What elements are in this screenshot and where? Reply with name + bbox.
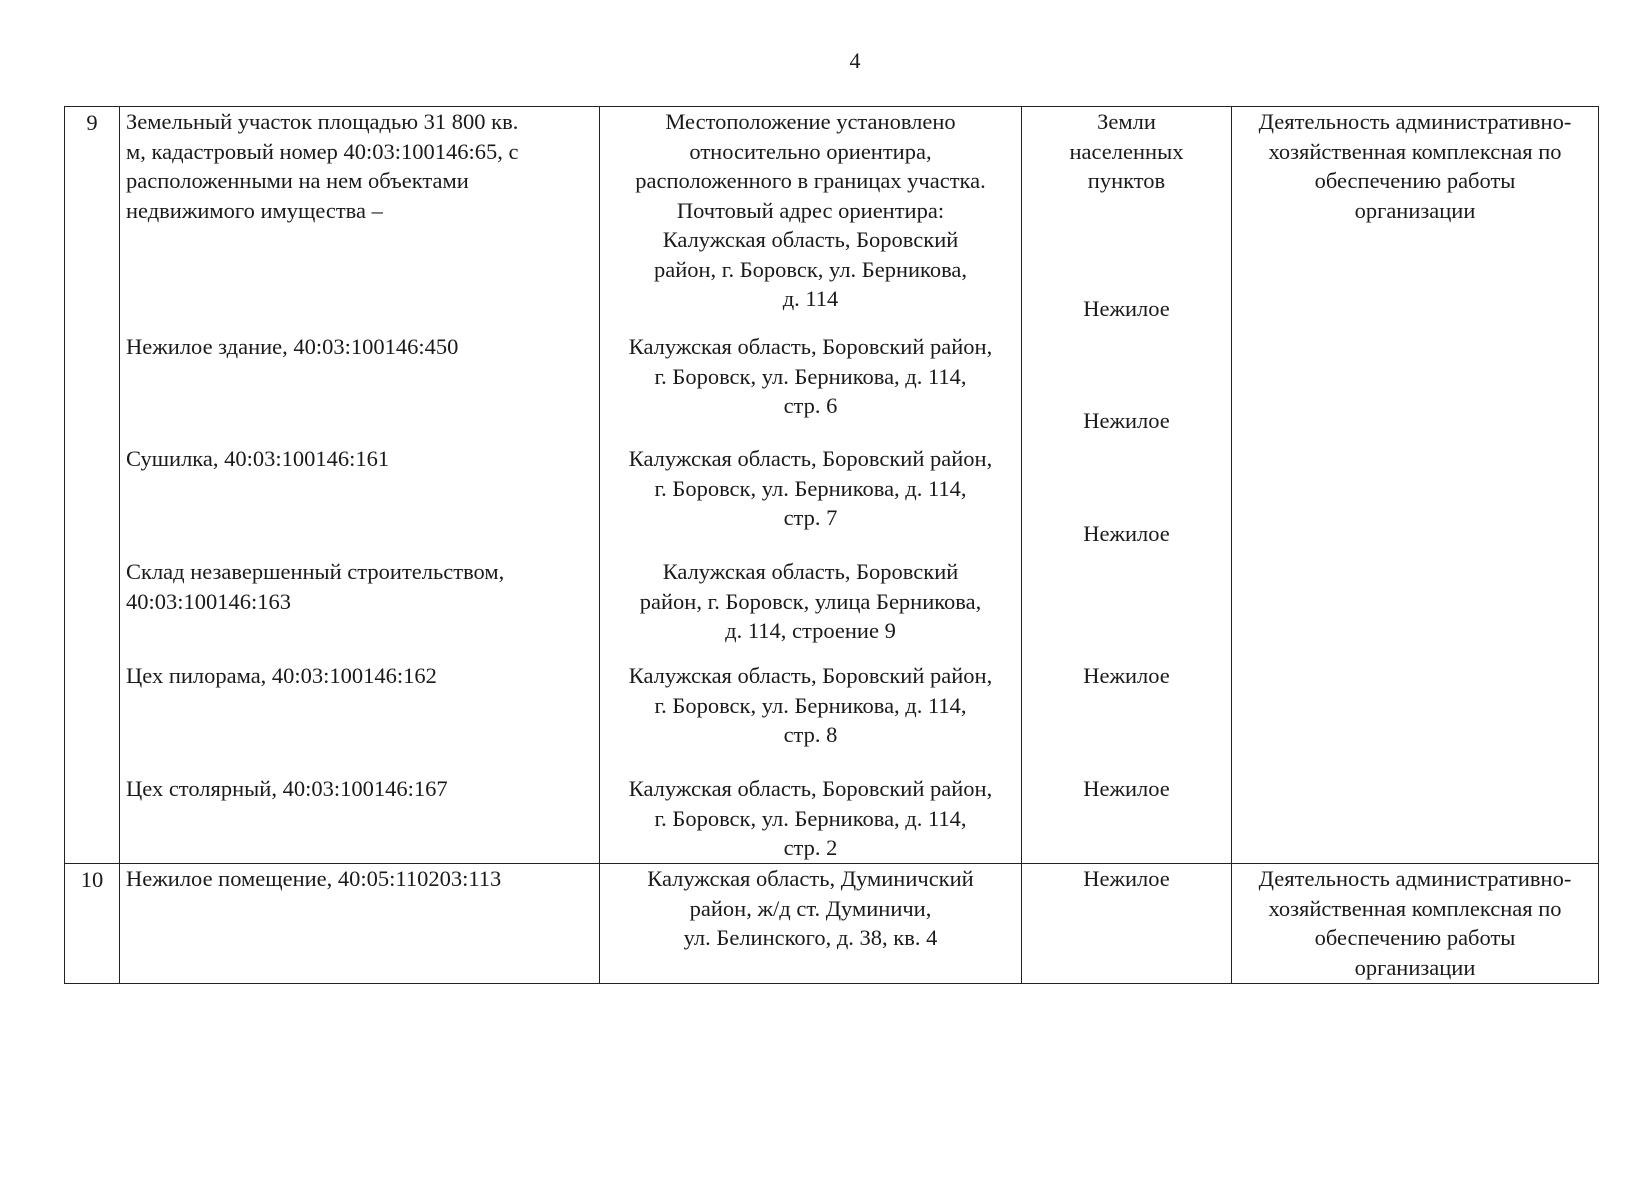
text-line: Почтовый адрес ориентира:: [676, 197, 945, 223]
text-line: обеспечению работы: [1314, 925, 1516, 950]
text-line: Калужская область, Боровский: [662, 559, 959, 584]
text-line: Калужская область, Боровский район,: [628, 446, 993, 471]
text-line: Калужская область, Боровский район,: [628, 663, 993, 688]
address-entry: [600, 332, 1021, 421]
text-line: г. Боровск, ул. Берникова, д. 114,: [654, 805, 967, 831]
object-entry: [126, 444, 389, 474]
text-line: относительно ориентира,: [689, 138, 932, 164]
row-number: 10: [65, 864, 120, 984]
category-entry: [1022, 864, 1231, 894]
table-row-10: [65, 864, 1599, 984]
text-line: г. Боровск, ул. Берникова, д. 114,: [654, 475, 967, 501]
category-entry: [1022, 661, 1231, 691]
object-entry: [126, 107, 518, 225]
property-table: [64, 106, 1599, 984]
text-line: хозяйственная комплексная по: [1268, 895, 1562, 921]
text-line: стр. 2: [783, 835, 838, 860]
category-entry: [1022, 406, 1231, 436]
text-line: Нежилое: [1083, 408, 1170, 433]
text-line: организации: [1354, 197, 1476, 223]
text-line: хозяйственная комплексная по: [1268, 138, 1562, 164]
text-line: недвижимого имущества –: [126, 197, 383, 223]
object-entry: [126, 661, 437, 691]
text-line: м, кадастровый номер 40:03:100146:65, с: [126, 138, 519, 164]
text-line: Нежилое: [1083, 866, 1170, 891]
address-entry: [600, 444, 1021, 533]
text-line: район, г. Боровск, ул. Берникова,: [653, 256, 968, 282]
object-entry: [126, 774, 448, 804]
category-entry: [1022, 519, 1231, 549]
text-line: Склад незавершенный строительством,: [126, 559, 505, 584]
text-line: район, г. Боровск, улица Берникова,: [639, 588, 982, 614]
text-line: пунктов: [1087, 168, 1166, 193]
text-line: Калужская область, Боровский район,: [628, 776, 993, 801]
text-line: Земельный участок площадью 31 800 кв.: [126, 109, 519, 134]
address-entry: [600, 661, 1021, 750]
category-entry: [1022, 294, 1231, 324]
usage-cell: [1232, 107, 1599, 864]
text-line: д. 114, строение 9: [725, 618, 896, 643]
text-line: расположенными на нем объектами: [126, 168, 469, 193]
address-entry: [600, 107, 1021, 314]
text-line: Нежилое здание, 40:03:100146:450: [126, 334, 459, 359]
text-line: Нежилое помещение, 40:05:110203:113: [126, 866, 502, 891]
property-table-body: [65, 107, 1599, 984]
text-line: д. 114: [782, 286, 839, 311]
text-line: стр. 6: [783, 393, 838, 418]
object-entry: [126, 864, 599, 894]
table-row-9: [65, 107, 1599, 864]
text-line: населенных: [1069, 138, 1184, 164]
object-cell: [120, 864, 600, 984]
object-cell: [120, 107, 600, 864]
text-line: Нежилое: [1083, 663, 1170, 688]
text-line: Цех столярный, 40:03:100146:167: [126, 776, 448, 801]
category-entry: [1022, 774, 1231, 804]
category-cell: [1022, 864, 1232, 984]
text-line: г. Боровск, ул. Берникова, д. 114,: [654, 692, 967, 718]
text-line: Цех пилорама, 40:03:100146:162: [126, 663, 437, 688]
text-line: Калужская область, Боровский район,: [628, 334, 993, 359]
text-line: Деятельность административно-: [1258, 866, 1572, 891]
text-line: Калужская область, Боровский: [662, 227, 959, 252]
text-line: Деятельность административно-: [1258, 109, 1572, 134]
address-cell: [600, 864, 1022, 984]
object-entry: [126, 557, 504, 616]
text-line: Местоположение установлено: [665, 109, 956, 134]
text-line: обеспечению работы: [1314, 168, 1516, 193]
text-line: организации: [1354, 954, 1476, 980]
text-line: стр. 7: [783, 505, 838, 530]
usage-cell: [1232, 864, 1599, 984]
category-cell: [1022, 107, 1232, 864]
address-entry: [600, 864, 1021, 953]
text-line: Нежилое: [1083, 776, 1170, 801]
text-line: расположенного в границах участка.: [635, 168, 986, 193]
text-line: ул. Белинского, д. 38, кв. 4: [683, 925, 938, 950]
page-number: 4: [849, 48, 861, 73]
text-line: Нежилое: [1083, 521, 1170, 546]
text-line: район, ж/д ст. Думиничи,: [689, 895, 932, 921]
address-entry: [600, 557, 1021, 646]
text-line: стр. 8: [783, 722, 838, 747]
address-cell: [600, 107, 1022, 864]
row-number: 9: [65, 107, 120, 864]
text-line: Калужская область, Думиничский: [647, 866, 974, 891]
text-line: Нежилое: [1083, 296, 1170, 321]
text-line: Сушилка, 40:03:100146:161: [126, 446, 390, 471]
object-entry: [126, 332, 458, 362]
text-line: г. Боровск, ул. Берникова, д. 114,: [654, 363, 967, 389]
text-line: 40:03:100146:163: [126, 588, 292, 614]
text-line: Земли: [1097, 109, 1156, 134]
address-entry: [600, 774, 1021, 863]
category-entry: [1022, 107, 1231, 196]
